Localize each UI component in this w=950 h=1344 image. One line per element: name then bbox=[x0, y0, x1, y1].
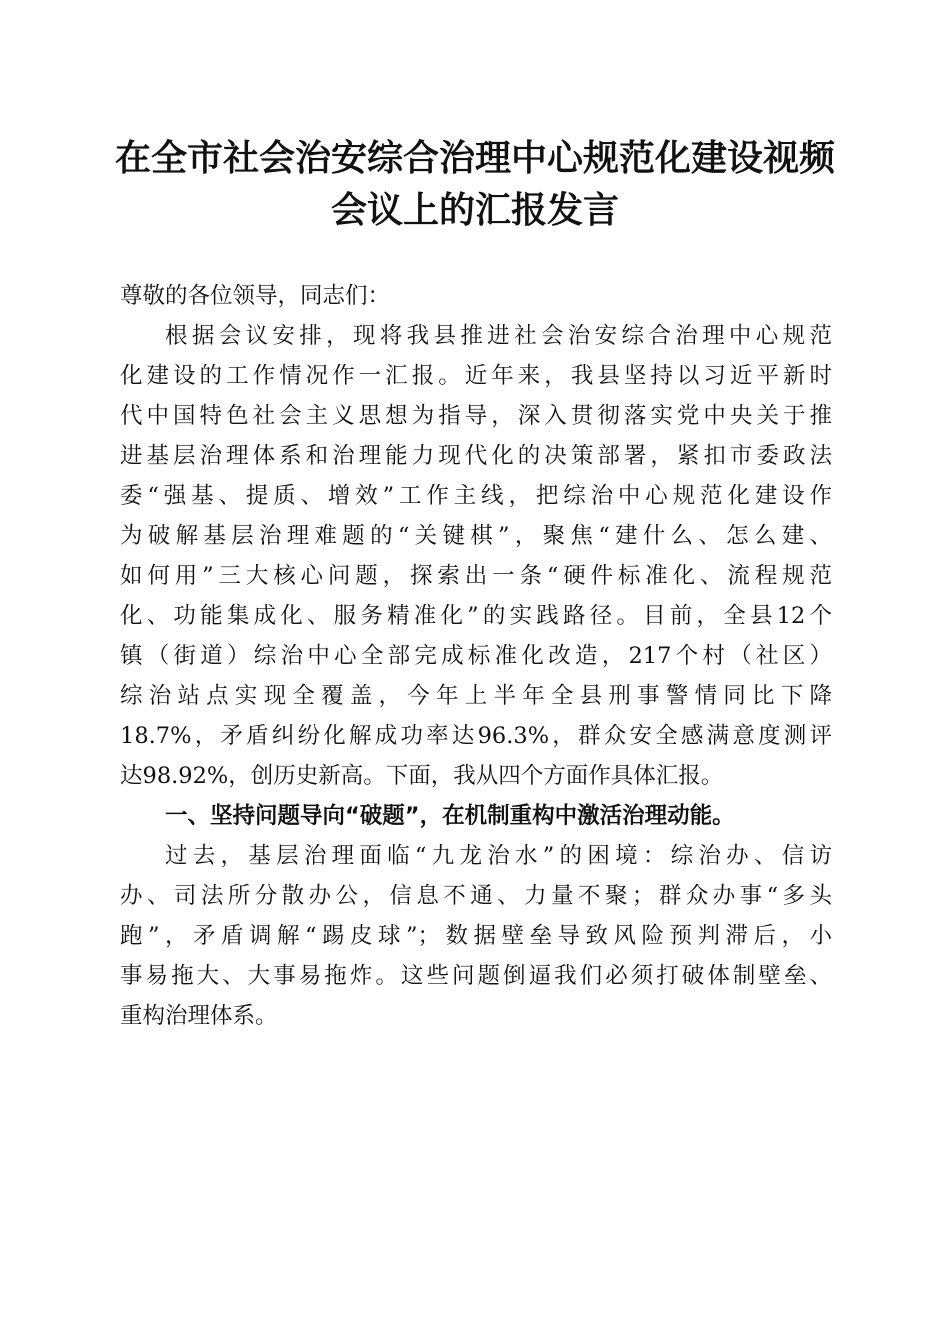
paragraph-1-line: 化建设的工作情况作一汇报。近年来，我县坚持以习近平新时 bbox=[120, 363, 832, 389]
paragraph-2 bbox=[120, 836, 832, 1036]
title-line-2: 会议上的汇报发言 bbox=[330, 189, 619, 231]
paragraph-1-line: 镇（街道）综治中心全部完成标准化改造，217个村（社区） bbox=[120, 643, 832, 669]
section-heading-1: 一、坚持问题导向“破题”，在机制重构中激活治理动能。 bbox=[165, 803, 735, 829]
paragraph-2-line: 过去，基层治理面临“九龙治水”的困境：综治办、信访 bbox=[165, 843, 832, 869]
title-line-1: 在全市社会治安综合治理中心规范化建设视频 bbox=[114, 137, 835, 179]
document-body bbox=[120, 276, 832, 1036]
paragraph-1-line: 根据会议安排，现将我县推进社会治安综合治理中心规范 bbox=[165, 323, 832, 349]
paragraph-1-line: 达98.92%，创历史新高。下面，我从四个方面作具体汇报。 bbox=[120, 763, 724, 789]
paragraph-2-line: 重构治理体系。 bbox=[120, 1003, 278, 1029]
paragraph-1-line: 委“强基、提质、增效”工作主线，把综治中心规范化建设作 bbox=[120, 483, 832, 509]
paragraph-1-line: 为破解基层治理难题的“关键棋”，聚焦“建什么、怎么建、 bbox=[120, 523, 832, 549]
paragraph-2-line: 跑”，矛盾调解“踢皮球”；数据壁垒导致风险预判滞后，小 bbox=[120, 923, 832, 949]
paragraph-1-line: 进基层治理体系和治理能力现代化的决策部署，紧扣市委政法 bbox=[120, 443, 832, 469]
paragraph-1-line: 代中国特色社会主义思想为指导，深入贯彻落实党中央关于推 bbox=[120, 403, 832, 429]
paragraph-1-line: 如何用”三大核心问题，探索出一条“硬件标准化、流程规范 bbox=[120, 563, 832, 589]
salutation: 尊敬的各位领导，同志们： bbox=[120, 283, 391, 309]
paragraph-2-line: 事易拖大、大事易拖炸。这些问题倒逼我们必须打破体制壁垒、 bbox=[120, 963, 832, 989]
paragraph-1-line: 综治站点实现全覆盖，今年上半年全县刑事警情同比下降 bbox=[120, 683, 832, 709]
paragraph-1 bbox=[120, 316, 832, 796]
document-title bbox=[100, 132, 850, 236]
paragraph-1-line: 18.7%，矛盾纠纷化解成功率达96.3%，群众安全感满意度测评 bbox=[120, 723, 832, 749]
paragraph-1-line: 化、功能集成化、服务精准化”的实践路径。目前，全县12个 bbox=[120, 603, 832, 629]
paragraph-2-line: 办、司法所分散办公，信息不通、力量不聚；群众办事“多头 bbox=[120, 883, 832, 909]
